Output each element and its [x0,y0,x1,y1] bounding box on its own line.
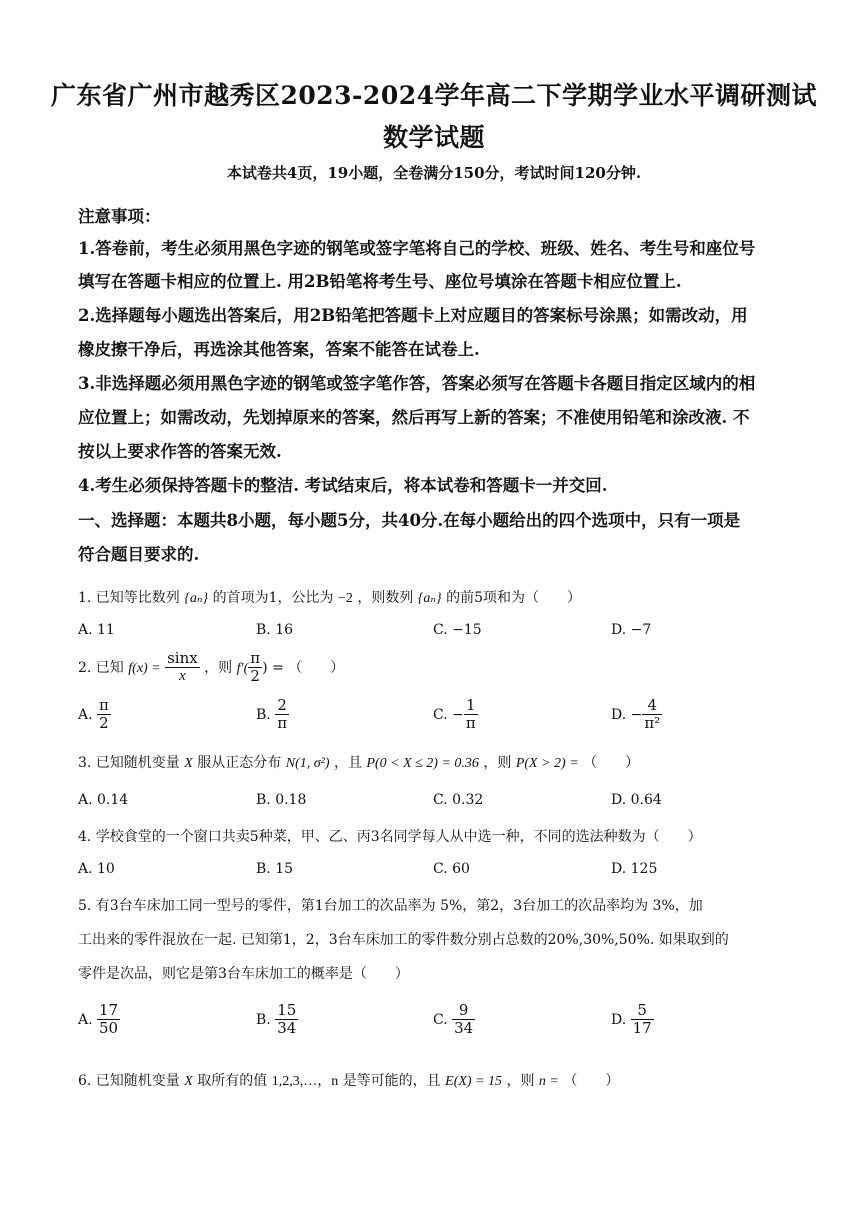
option-a[interactable] [78,1002,120,1038]
denominator: π² [644,714,661,733]
option-b[interactable]: B. 15 [256,861,294,877]
exam-title: 广东省广州市越秀区2023-2024学年高二下学期学业水平调研测试 [50,81,818,110]
question-text: ，则 [506,1073,535,1089]
fraction [275,1002,298,1038]
variable-query: n = [538,1074,559,1089]
probability-condition: P(0 < X ≤ 2) = 0.36 [366,756,479,771]
fraction [97,697,111,733]
question-2 [78,650,344,686]
denominator: 17 [632,1019,652,1038]
question-text: 3. 已知随机变量 [78,755,180,771]
note-line: 橡皮擦干净后，再选涂其他答案，答案不能答在试卷上. [78,340,480,359]
sequence-symbol: {aₙ} [184,591,209,606]
fraction [642,697,662,733]
option-a[interactable]: A. 0.14 [78,792,129,808]
denominator: π [465,714,476,733]
exam-subject-title: 数学试题 [382,123,485,152]
value-list: 1,2,3,…，n [271,1074,339,1089]
numerator: π [250,649,261,667]
question-text: 是等可能的，且 [342,1073,441,1089]
question-text: 服从正态分布 [197,755,282,771]
option-c[interactable]: C. 0.32 [433,792,484,808]
derivative-expression: f′( [236,660,249,676]
option-label: D. [611,1011,627,1028]
fraction [464,697,478,733]
option-a[interactable]: A. 11 [78,622,115,638]
function-expression: f(x) = [128,660,161,676]
denominator: 50 [99,1019,119,1038]
question-text: 2. 已知 [78,659,124,676]
question-text: （ ） [563,1073,620,1089]
option-c[interactable] [433,1002,475,1038]
denominator: 2 [250,667,260,686]
numerator: 4 [642,697,662,715]
random-variable: X [184,1074,193,1089]
denominator: x [179,668,186,685]
fraction [452,1002,475,1038]
question-6 [78,1070,619,1090]
note-line: 填写在答题卡相应的位置上. 用2B铅笔将考生号、座位号填涂在答题卡相应位置上. [78,272,682,291]
notice-header: 注意事项： [78,207,161,226]
numerator: 1 [464,697,478,715]
option-c[interactable]: C. 60 [433,861,470,877]
question-4: 4. 学校食堂的一个窗口共卖5种菜，甲、乙、丙3名同学每人从中选一种，不同的选法种数为（ ） [78,829,702,845]
exam-info: 本试卷共4页，19小题，全卷满分150分，考试时间120分钟. [226,164,642,182]
numerator: π [99,696,109,714]
option-d[interactable] [611,697,662,733]
question-1 [78,587,581,607]
sequence-symbol: {aₙ} [417,591,442,606]
option-label: C. [433,706,448,723]
option-b[interactable]: B. 16 [256,622,294,638]
option-label: D. [611,706,627,723]
probability-query: P(X > 2) = [515,756,579,771]
question-5-line: 工出来的零件混放在一起. 已知第1，2，3台车床加工的零件数分别占总数的20%,30%,50%. 如果取到的 [78,932,729,948]
question-5-line: 5. 有3台车床加工同一型号的零件，第1台加工的次品率为 5%，第2，3台加工的次品率均为 3%，加 [78,898,703,914]
denominator: 34 [277,1019,297,1038]
numerator: sinx [167,649,198,667]
option-b[interactable] [256,1002,298,1038]
question-3 [78,752,639,772]
option-label: A. [78,1011,93,1028]
option-a[interactable]: A. 10 [78,861,115,877]
section-heading: 一、选择题：本题共8小题，每小题5分，共40分.在每小题给出的四个选项中，只有一项是 [78,511,741,530]
option-d[interactable] [611,1002,654,1038]
question-text: （ ） [583,755,640,771]
option-d[interactable]: D. 0.64 [611,792,662,808]
denominator: 2 [99,714,109,733]
question-text: 1. 已知等比数列 [78,590,180,606]
note-line: 1.答卷前，考生必须用黑色字迹的钢笔或签字笔将自己的学校、班级、姓名、考生号和座位号 [78,239,756,258]
numerator: 17 [99,1001,119,1019]
option-b[interactable]: B. 0.18 [256,792,307,808]
denominator: 34 [454,1019,474,1038]
numerator: 2 [275,697,289,715]
option-label: B. [256,706,271,723]
option-c[interactable] [433,697,478,733]
numerator: 5 [631,1002,654,1020]
distribution-expression: N(1, σ²) [285,756,330,771]
question-text: ) = （ ） [262,659,345,676]
question-text: ，则 [483,755,512,771]
fraction [248,650,262,686]
question-text: 的首项为1，公比为 [212,590,334,606]
note-line: 应位置上；如需改动，先划掉原来的答案，然后再写上新的答案；不准使用铅笔和涂改液. 不 [78,408,750,427]
fraction [275,697,289,733]
minus-sign: − [630,706,643,723]
random-variable: X [184,756,193,771]
minus-sign: − [452,706,464,723]
ratio-value: −2 [337,591,353,606]
option-a[interactable] [78,697,111,733]
numerator: 9 [452,1002,475,1020]
option-label: A. [78,706,93,723]
question-text: 取所有的值 [197,1073,268,1089]
option-c[interactable]: C. −15 [433,622,482,638]
denominator: π [277,714,288,733]
question-text: ，则 [204,659,233,676]
question-5-line: 零件是次品，则它是第3台车床加工的概率是（ ） [78,966,409,982]
question-text: 6. 已知随机变量 [78,1073,180,1089]
section-heading-cont: 符合题目要求的. [78,545,200,564]
option-label: C. [433,1011,448,1028]
numerator: 15 [277,1001,297,1019]
note-line: 4.考生必须保持答题卡的整洁. 考试结束后，将本试卷和答题卡一并交回. [78,476,608,495]
option-d[interactable]: D. 125 [611,861,658,877]
note-line: 按以上要求作答的答案无效. [78,442,282,461]
fraction [97,1002,120,1038]
question-text: 的前5项和为（ ） [446,590,582,606]
fraction [165,650,200,686]
fraction [631,1002,654,1038]
note-line: 2.选择题每小题选出答案后，用2B铅笔把答题卡上对应题目的答案标号涂黑；如需改动，用 [78,306,748,325]
expectation-expression: E(X) = 15 [445,1074,503,1089]
option-label: B. [256,1011,271,1028]
question-text: ，则数列 [357,590,414,606]
question-text: ，且 [333,755,362,771]
option-d[interactable]: D. −7 [611,622,652,638]
note-line: 3.非选择题必须用黑色字迹的钢笔或签字笔作答，答案必须写在答题卡各题目指定区域内的相 [78,374,756,393]
option-b[interactable] [256,697,289,733]
